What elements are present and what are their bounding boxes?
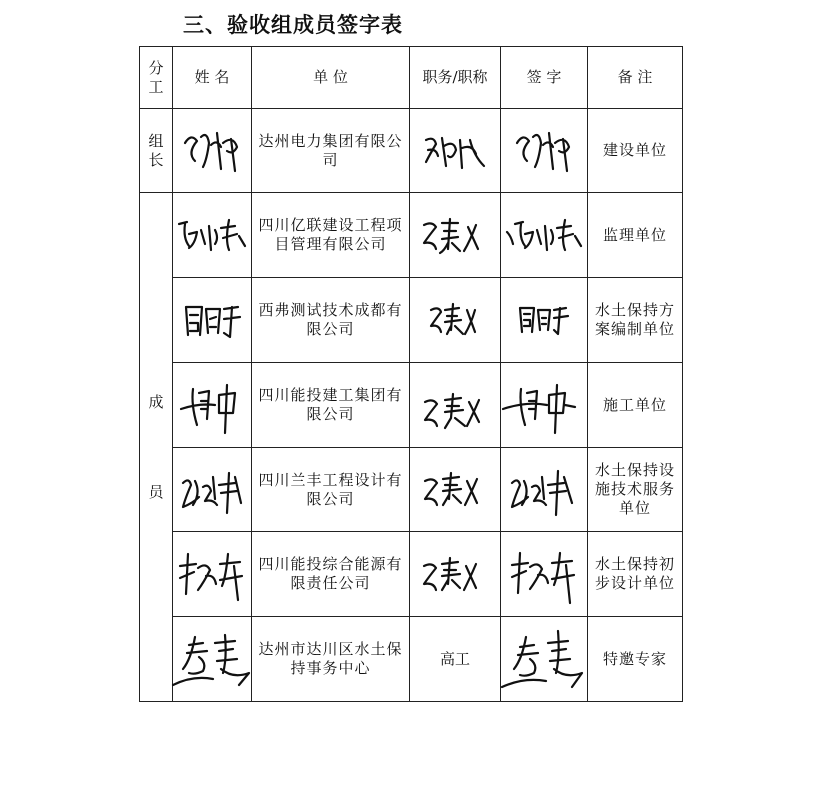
handwritten-signature-icon: [506, 543, 582, 605]
unit-cell: 达州市达川区水土保持事务中心: [252, 617, 410, 702]
handwritten-signature-icon: [516, 300, 572, 340]
handwritten-position-icon: [427, 300, 483, 340]
table-row: [140, 617, 683, 702]
handwritten-signature-icon: [502, 627, 586, 691]
note-cell: 施工单位: [588, 363, 683, 448]
handwritten-position-icon: [418, 213, 492, 257]
header-position: 职务/职称: [410, 47, 501, 109]
position-cell: 高工: [410, 617, 501, 702]
note-cell: 建设单位: [588, 109, 683, 193]
position-signature: [410, 109, 501, 193]
page-title: 三、验收组成员签字表: [183, 13, 403, 37]
handwritten-name-icon: [173, 629, 251, 689]
header-role: [140, 47, 173, 109]
handwritten-name-icon: [179, 375, 245, 435]
name-signature: [173, 448, 252, 532]
table-row: [140, 278, 683, 363]
table-row: [140, 363, 683, 448]
note-cell: 特邀专家: [588, 617, 683, 702]
note-cell: 水土保持方案编制单位: [588, 278, 683, 363]
position-signature: [410, 532, 501, 617]
note-cell: 水土保持设施技术服务单位: [588, 448, 683, 532]
unit-cell: 四川能投综合能源有限责任公司: [252, 532, 410, 617]
table-row: [140, 532, 683, 617]
table-row: [140, 193, 683, 278]
handwritten-signature-icon: [505, 210, 583, 260]
member-signature: [501, 278, 588, 363]
group-members: [140, 193, 173, 702]
table-row: [140, 109, 683, 193]
position-signature: [410, 278, 501, 363]
table-row: [140, 448, 683, 532]
name-signature: [173, 617, 252, 702]
note-cell: 监理单位: [588, 193, 683, 278]
header-note: 备 注: [588, 47, 683, 109]
member-signature: [501, 363, 588, 448]
member-signature: [501, 448, 588, 532]
position-signature: [410, 193, 501, 278]
handwritten-signature-icon: [509, 121, 579, 181]
position-signature: [410, 363, 501, 448]
handwritten-name-icon: [180, 297, 244, 343]
member-signature: [501, 617, 588, 702]
handwritten-position-icon: [419, 467, 491, 513]
header-name: 姓 名: [173, 47, 252, 109]
header-role-label: 分工: [148, 58, 164, 96]
name-signature: [173, 278, 252, 363]
unit-cell: 四川兰丰工程设计有限公司: [252, 448, 410, 532]
handwritten-name-icon: [179, 463, 245, 517]
member-signature: [501, 193, 588, 278]
member-signature: [501, 109, 588, 193]
position-signature: [410, 448, 501, 532]
handwritten-name-icon: [177, 121, 247, 181]
group-leader: [140, 109, 173, 193]
unit-cell: 四川能投建工集团有限公司: [252, 363, 410, 448]
name-signature: [173, 363, 252, 448]
signature-table: [139, 46, 683, 702]
name-signature: [173, 193, 252, 278]
name-signature: [173, 109, 252, 193]
name-signature: [173, 532, 252, 617]
group-members-label: 成员: [148, 393, 164, 501]
header-unit: 单 位: [252, 47, 410, 109]
handwritten-name-icon: [176, 546, 248, 602]
unit-cell: 达州电力集团有限公司: [252, 109, 410, 193]
header-row: [140, 47, 683, 109]
handwritten-signature-icon: [503, 375, 585, 435]
unit-cell: 西弗测试技术成都有限公司: [252, 278, 410, 363]
handwritten-position-icon: [415, 378, 495, 432]
handwritten-name-icon: [175, 210, 249, 260]
header-signature: 签 字: [501, 47, 588, 109]
note-cell: 水土保持初步设计单位: [588, 532, 683, 617]
handwritten-signature-icon: [506, 463, 582, 517]
group-leader-label: 组长: [148, 131, 164, 169]
unit-cell: 四川亿联建设工程项目管理有限公司: [252, 193, 410, 278]
member-signature: [501, 532, 588, 617]
handwritten-position-icon: [418, 550, 492, 598]
handwritten-position-icon: [420, 126, 490, 176]
